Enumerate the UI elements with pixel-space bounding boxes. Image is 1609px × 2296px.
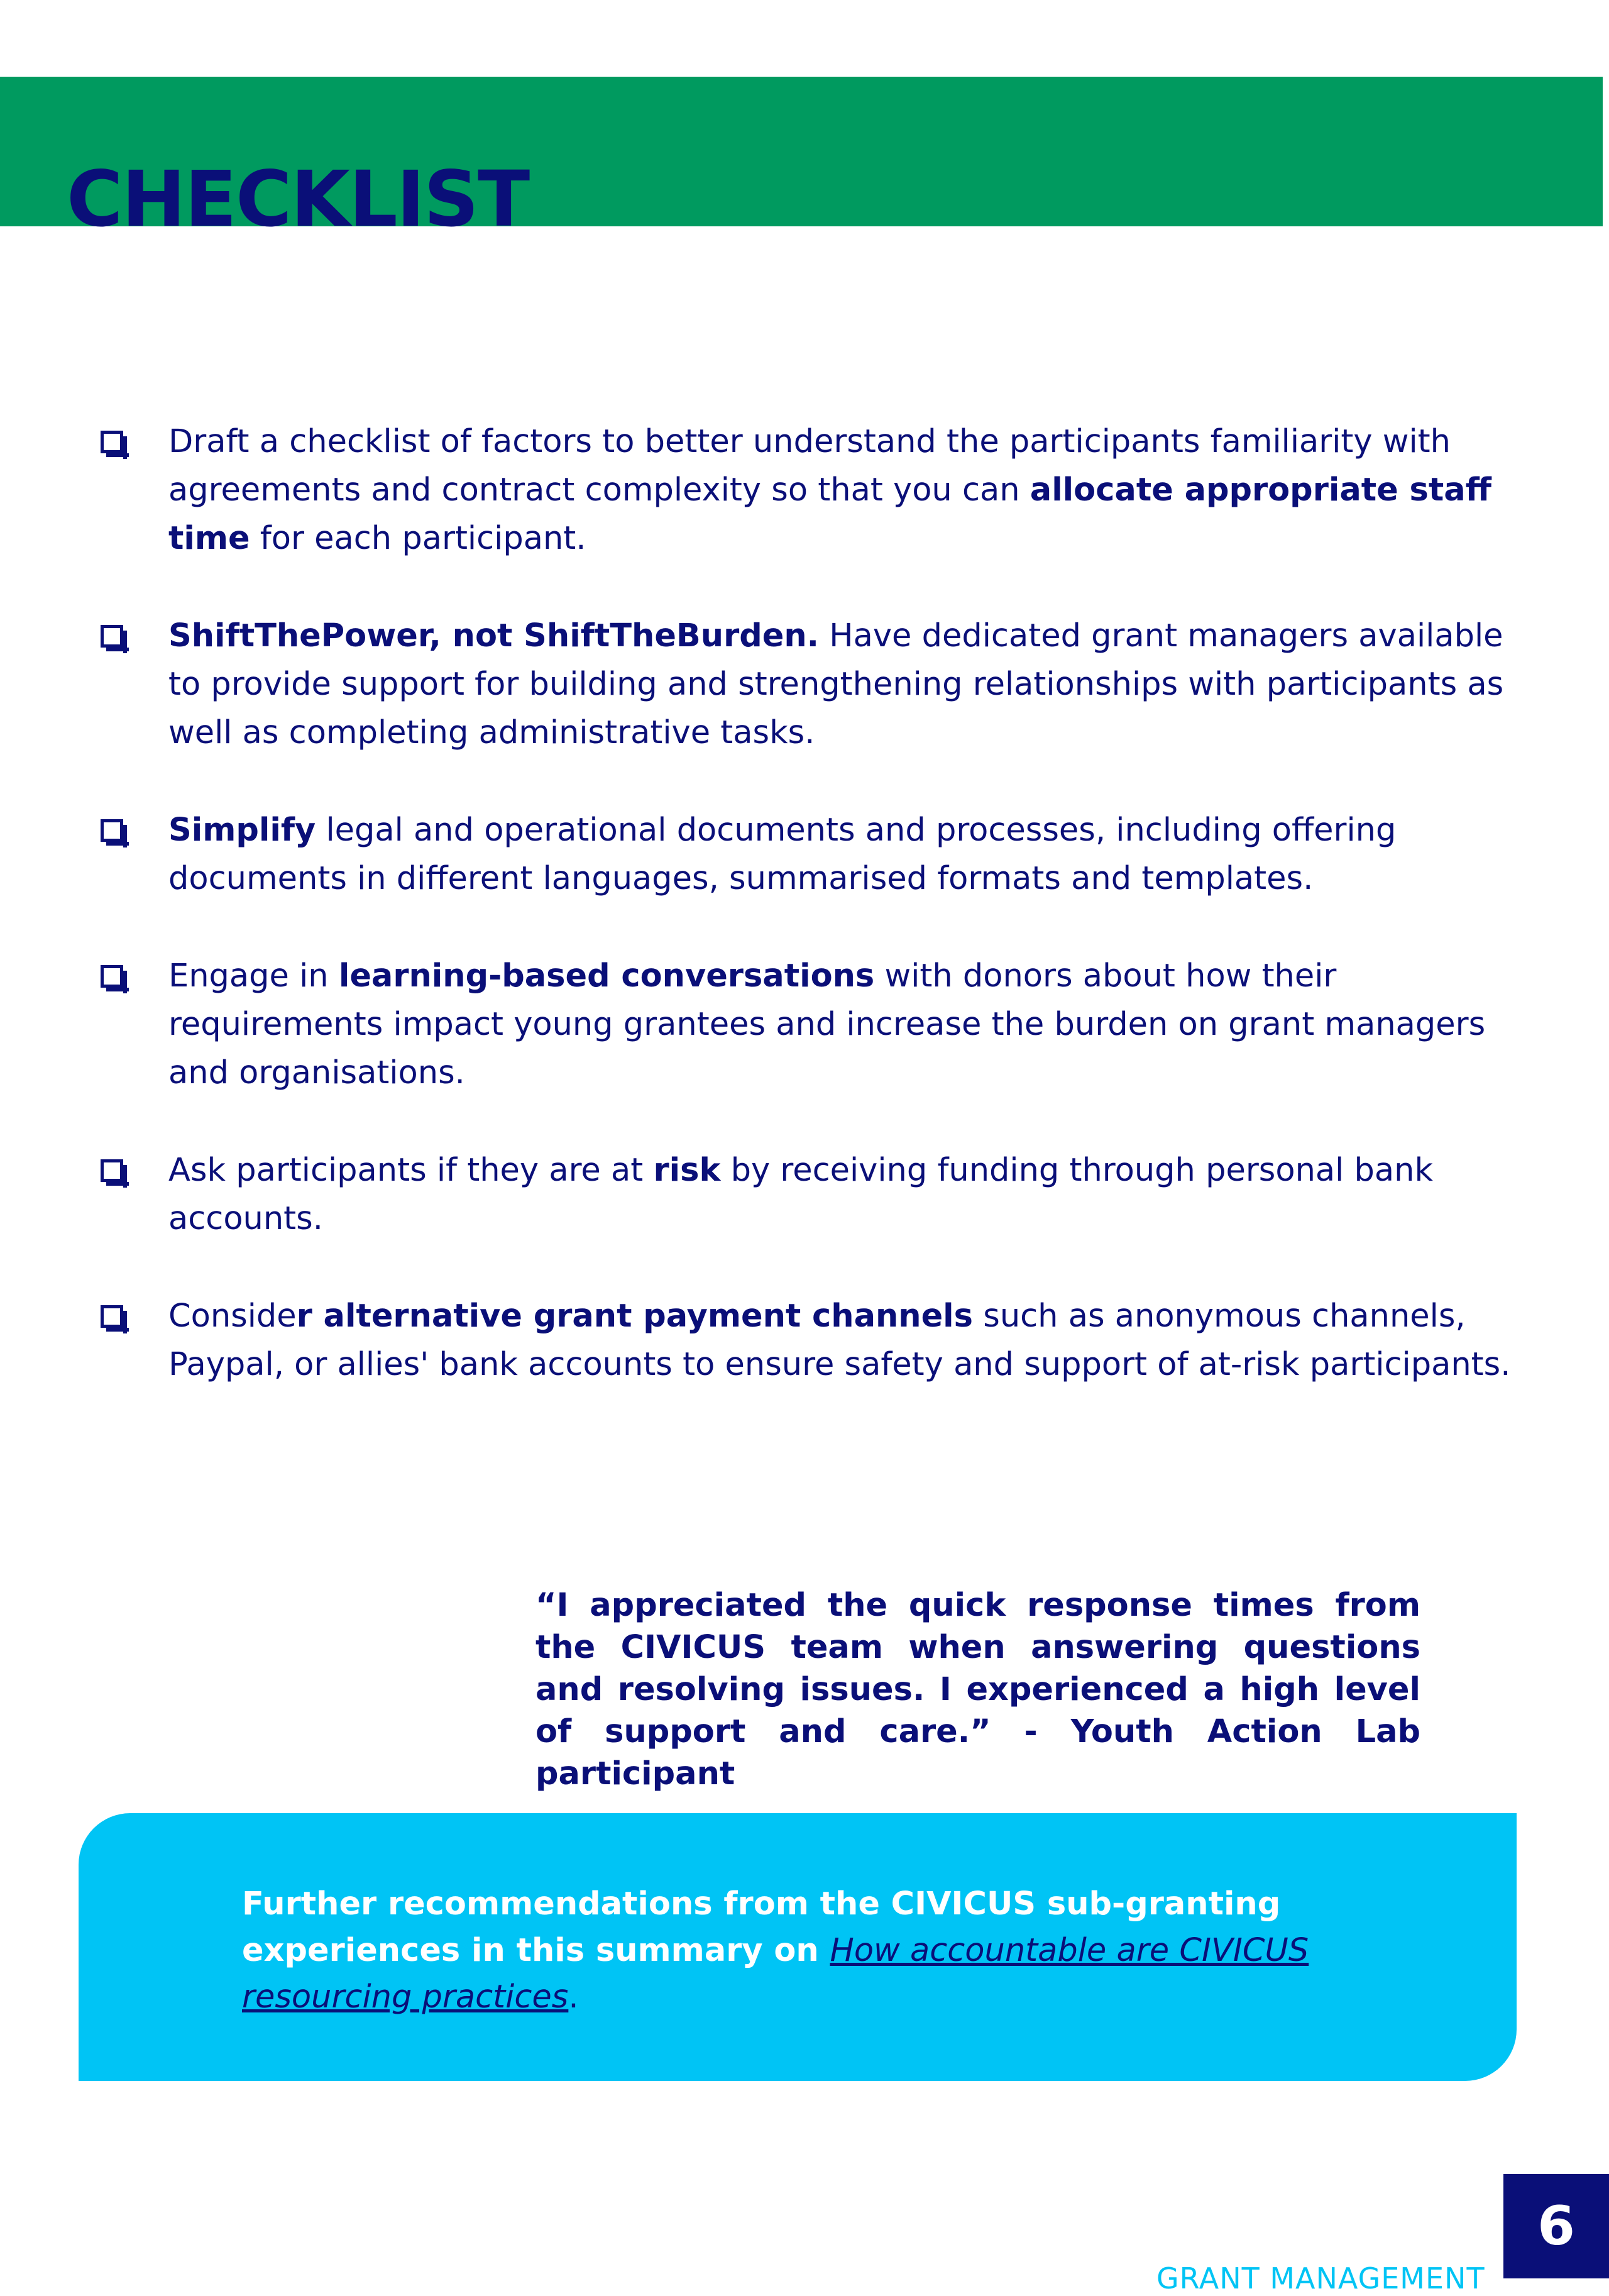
section-footer: GRANT MANAGEMENT (1156, 2261, 1485, 2295)
page-number: 6 (1503, 2174, 1609, 2278)
checklist-item (101, 806, 1521, 903)
bold-text: learning-based conversations (338, 958, 875, 995)
text-run: legal and operational documents and processes, including offering documents in different languages, summarised formats and templates. (168, 812, 1397, 897)
checkbox-icon (101, 819, 123, 842)
recommendations-callout (79, 1813, 1517, 2081)
text-run: Conside (168, 1298, 297, 1335)
checklist-item (101, 1146, 1521, 1243)
checklist-item-text (168, 1146, 1521, 1243)
checklist-item (101, 952, 1521, 1097)
checklist (101, 417, 1521, 1438)
bold-text: allocate appropriate staff time (168, 472, 1491, 557)
participant-quote: “I appreciated the quick response times from the CIVICUS team when answering questions and resolving issues. I experienced a high level of support and care.” - Youth Action Lab participant (535, 1587, 1420, 1792)
callout-link[interactable]: How accountable are CIVICUS resourcing practices (242, 1932, 1309, 2016)
checkbox-icon (101, 965, 123, 988)
checkbox-icon (101, 1159, 123, 1182)
text-run: by receiving funding through personal bank accounts. (168, 1152, 1434, 1237)
checklist-item-text (168, 417, 1521, 563)
checklist-item-text (168, 1292, 1521, 1389)
callout-tail: . (568, 1979, 579, 2016)
callout-lead-text: Further recommendations from the CIVICUS sub-granting experiences in this summary on (242, 1885, 1281, 1969)
text-run: Ask participants if they are at (168, 1152, 654, 1189)
text-run: for each participant. (250, 520, 586, 557)
checklist-item (101, 1292, 1521, 1389)
checkbox-icon (101, 431, 123, 453)
bold-text: r alternative grant payment channels (296, 1298, 974, 1335)
checklist-item (101, 417, 1521, 563)
text-run: Have dedicated grant managers available to provide support for building and strengthening relationships with participants as well as completing administrative tasks. (168, 617, 1504, 751)
text-run: with donors about how their requirements impact young grantees and increase the burden on grant managers and organisations. (168, 958, 1486, 1091)
checkbox-icon (101, 1305, 123, 1328)
bold-text: ShiftThePower, not ShiftTheBurden. (168, 617, 820, 654)
checkbox-icon (101, 625, 123, 648)
checklist-item-text (168, 952, 1521, 1097)
text-run: Draft a checklist of factors to better understand the participants familiarity with agreements and contract complexity so that you can (168, 423, 1451, 509)
bold-text: risk (653, 1152, 721, 1189)
page-title: CHECKLIST (67, 155, 529, 244)
checklist-item (101, 612, 1521, 757)
text-run: such as anonymous channels, Paypal, or allies' bank accounts to ensure safety and support of at-risk participants. (168, 1298, 1511, 1383)
bold-text: Simplify (168, 812, 316, 849)
checklist-item-text (168, 612, 1521, 757)
text-run: Engage in (168, 958, 339, 995)
checklist-item-text (168, 806, 1521, 903)
